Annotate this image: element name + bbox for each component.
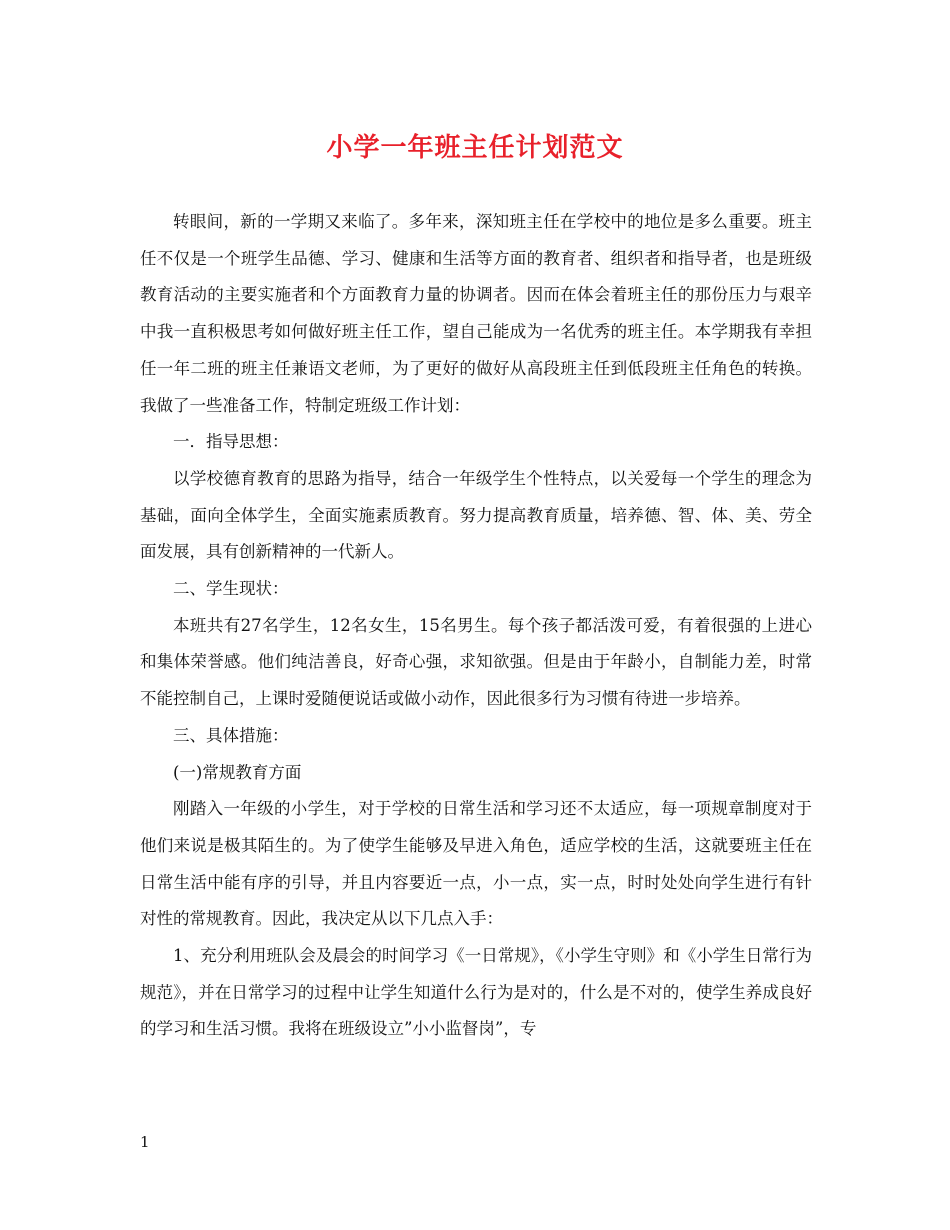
- paragraph-routine-education: 刚踏入一年级的小学生，对于学校的日常生活和学习还不太适应，每一项规章制度对于他们来说是极其陌生的。为了使学生能够及早进入角色，适应学校的生活，这就要班主任在日常生活中能有序的引导，并且内容要近一点，小一点，实一点，时时处处向学生进行有针对性的常规教育。因此，我决定从以下几点入手：: [140, 799, 812, 929]
- heading-student-status: 二、学生现状：: [173, 579, 289, 599]
- paragraph-guiding-thought: 以学校德育教育的思路为指导，结合一年级学生个性特点，以关爱每一个学生的理念为基础，面向全体学生，全面实施素质教育。努力提高教育质量，培养德、智、体、美、劳全面发展，具有创新精神的一代新人。: [140, 468, 812, 562]
- paragraph-measure-1: 1、充分利用班队会及晨会的时间学习《一日常规》，《小学生守则》和《小学生日常行为规范》，并在日常学习的过程中让学生知道什么行为是对的，什么是不对的，使学生养成良好的学习和生活习惯。我将在班级设立”小小监督岗”，专: [140, 946, 812, 1039]
- heading-guiding-thought: 一．指导思想：: [173, 432, 289, 452]
- heading-routine-education: (一)常规教育方面: [173, 762, 302, 782]
- paragraph-intro: 转眼间，新的一学期又来临了。多年来，深知班主任在学校中的地位是多么重要。班主任不仅是一个班学生品德、学习、健康和生活等方面的教育者、组织者和指导者，也是班级教育活动的主要实施者和个方面教育力量的协调者。因而在体会着班主任的那份压力与艰辛中我一直积极思考如何做好班主任工作，望自己能成为一名优秀的班主任。本学期我有幸担任一年二班的班主任兼语文老师，为了更好的做好从高段班主任到低段班主任角色的转换。我做了一些准备工作，特制定班级工作计划：: [140, 212, 812, 415]
- page-number: 1: [140, 1133, 150, 1151]
- heading-measures: 三、具体措施：: [173, 725, 289, 745]
- paragraph-student-status: 本班共有27名学生，12名女生，15名男生。每个孩子都活泼可爱，有着很强的上进心和集体荣誉感。他们纯洁善良，好奇心强，求知欲强。但是由于年龄小，自制能力差，时常不能控制自己，上课时爱随便说话或做小动作，因此很多行为习惯有待进一步培养。: [140, 615, 812, 709]
- document-body: [140, 204, 812, 1048]
- document-title: 小学一年班主任计划范文: [326, 133, 624, 163]
